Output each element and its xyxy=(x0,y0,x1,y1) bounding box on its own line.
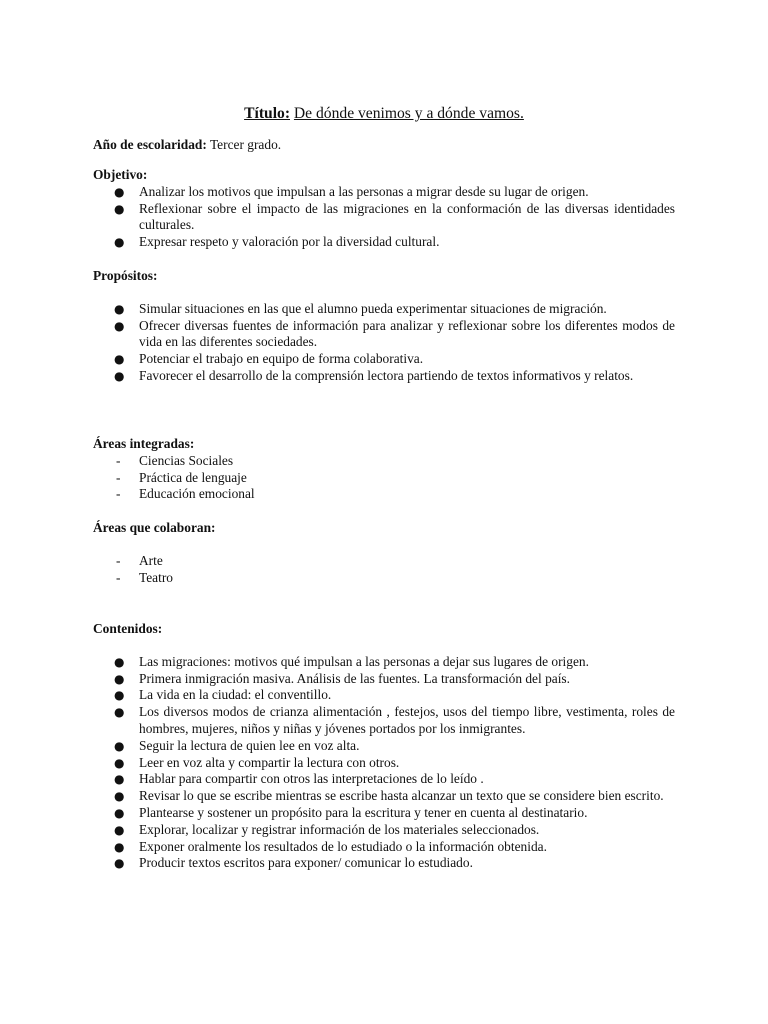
grade-label: Año de escolaridad: xyxy=(93,137,207,152)
list-item: ● Plantearse y sostener un propósito para la escritura y tener en cuenta al destinatario. xyxy=(93,805,675,822)
list-item: ● Seguir la lectura de quien lee en voz alta. xyxy=(93,738,675,755)
objetivo-section xyxy=(93,167,675,251)
list-item: ● Ofrecer diversas fuentes de información para analizar y reflexionar sobre los diferentes modos de vida en las diferentes sociedades. xyxy=(93,318,675,352)
list-item: ● La vida en la ciudad: el conventillo. xyxy=(93,687,675,704)
list-item: ● Expresar respeto y valoración por la diversidad cultural. xyxy=(93,234,675,251)
areas-integradas-heading: Áreas integradas: xyxy=(93,436,195,451)
document-title xyxy=(0,104,768,124)
areas-colaboran-section xyxy=(93,520,675,586)
list-item: ● Simular situaciones en las que el alumno pueda experimentar situaciones de migración. xyxy=(93,301,675,318)
list-item: - Práctica de lenguaje xyxy=(93,470,675,487)
contenidos-list xyxy=(93,654,675,872)
propositos-section xyxy=(93,268,675,385)
areas-colaboran-heading: Áreas que colaboran: xyxy=(93,520,216,535)
list-item: ● Favorecer el desarrollo de la comprensión lectora partiendo de textos informativos y relatos. xyxy=(93,368,675,385)
list-item: ● Exponer oralmente los resultados de lo estudiado o la información obtenida. xyxy=(93,839,675,856)
list-item: ● Producir textos escritos para exponer/ comunicar lo estudiado. xyxy=(93,855,675,872)
objetivo-heading: Objetivo: xyxy=(93,167,148,182)
title-text: De dónde venimos y a dónde vamos. xyxy=(293,105,524,122)
list-item: ● Analizar los motivos que impulsan a las personas a migrar desde su lugar de origen. xyxy=(93,184,675,201)
grade-value: Tercer grado. xyxy=(209,137,282,152)
list-item: ● Primera inmigración masiva. Análisis de las fuentes. La transformación del país. xyxy=(93,671,675,688)
title-label: Título: xyxy=(244,105,291,122)
contenidos-heading: Contenidos: xyxy=(93,621,163,636)
propositos-list xyxy=(93,301,675,385)
areas-integradas-section xyxy=(93,436,675,503)
list-item: ● Potenciar el trabajo en equipo de forma colaborativa. xyxy=(93,351,675,368)
list-item: - Ciencias Sociales xyxy=(93,453,675,470)
list-item: ● Reflexionar sobre el impacto de las migraciones en la conformación de las diversas identidades culturales. xyxy=(93,201,675,235)
list-item: ● Los diversos modos de crianza alimentación , festejos, usos del tiempo libre, vestimenta, roles de hombres, mujeres, niños y niñas y jóvenes portados por los inmigrantes. xyxy=(93,704,675,738)
list-item: ● Hablar para compartir con otros las interpretaciones de lo leído . xyxy=(93,771,675,788)
list-item: ● Revisar lo que se escribe mientras se escribe hasta alcanzar un texto que se considere bien escrito. xyxy=(93,788,675,805)
contenidos-section xyxy=(93,621,675,872)
list-item: ● Explorar, localizar y registrar información de los materiales seleccionados. xyxy=(93,822,675,839)
list-item: ● Las migraciones: motivos qué impulsan a las personas a dejar sus lugares de origen. xyxy=(93,654,675,671)
grade-line xyxy=(93,137,675,154)
list-item: - Arte xyxy=(93,553,675,570)
areas-integradas-list xyxy=(93,453,675,503)
list-item: ● Leer en voz alta y compartir la lectura con otros. xyxy=(93,755,675,772)
objetivo-list xyxy=(93,184,675,251)
list-item: - Teatro xyxy=(93,570,675,587)
propositos-heading: Propósitos: xyxy=(93,268,158,283)
list-item: - Educación emocional xyxy=(93,486,675,503)
areas-colaboran-list xyxy=(93,553,675,587)
